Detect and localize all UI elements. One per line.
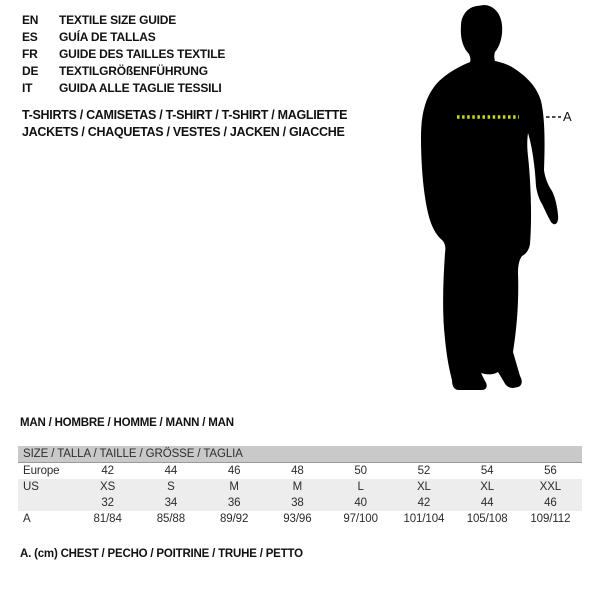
size-cell: XXL bbox=[519, 479, 582, 495]
size-cell: M bbox=[203, 479, 266, 495]
size-cell: 89/92 bbox=[219, 513, 249, 525]
language-label: TEXTILE SIZE GUIDE bbox=[59, 13, 177, 27]
size-cell: 46 bbox=[519, 495, 582, 511]
size-cell: XS bbox=[76, 479, 139, 495]
size-cell: 36 bbox=[203, 495, 266, 511]
category-line-tshirts: T-SHIRTS / CAMISETAS / T-SHIRT / T-SHIRT / MAGLIETTE bbox=[22, 108, 348, 122]
man-silhouette bbox=[421, 5, 558, 390]
language-row bbox=[22, 63, 225, 80]
row-label: US bbox=[18, 479, 76, 495]
size-cell: XL bbox=[392, 479, 455, 495]
language-row bbox=[22, 29, 225, 46]
size-cell: L bbox=[329, 479, 392, 495]
size-cell: 46 bbox=[227, 465, 241, 477]
size-cell: 32 bbox=[76, 495, 139, 511]
size-cell: 101/104 bbox=[403, 513, 445, 525]
table-header-row bbox=[18, 446, 582, 463]
size-table bbox=[18, 446, 582, 527]
size-cell: 50 bbox=[354, 465, 367, 477]
table-row-europe bbox=[18, 463, 582, 480]
language-code: EN bbox=[22, 13, 39, 27]
figure-area bbox=[415, 4, 585, 396]
size-cell: 38 bbox=[266, 495, 329, 511]
size-cell: 93/96 bbox=[283, 513, 312, 525]
language-row bbox=[22, 12, 225, 29]
language-row bbox=[22, 80, 225, 97]
size-cell: XL bbox=[456, 479, 519, 495]
size-cell: 40 bbox=[329, 495, 392, 511]
size-cell: S bbox=[139, 479, 202, 495]
size-cell: 54 bbox=[480, 465, 494, 477]
table-row-chest-a bbox=[18, 511, 582, 527]
language-label: GUÍA DE TALLAS bbox=[59, 30, 156, 44]
size-cell: 56 bbox=[544, 465, 557, 477]
size-cell: M bbox=[266, 479, 329, 495]
language-label: GUIDE DES TAILLES TEXTILE bbox=[59, 47, 226, 61]
size-cell: 42 bbox=[392, 495, 455, 511]
row-label bbox=[18, 495, 76, 511]
size-cell: 44 bbox=[456, 495, 519, 511]
size-cell: 109/112 bbox=[530, 513, 571, 525]
measurement-footnote: A. (cm) CHEST / PECHO / POITRINE / TRUHE / PETTO bbox=[20, 548, 303, 560]
size-cell: 52 bbox=[417, 465, 431, 477]
size-cell: 85/88 bbox=[156, 513, 186, 525]
size-cell: 34 bbox=[139, 495, 202, 511]
size-cell: 97/100 bbox=[343, 513, 378, 525]
man-silhouette-figure bbox=[415, 4, 585, 396]
size-cell: 81/84 bbox=[93, 513, 122, 525]
measure-label-a: A bbox=[563, 109, 572, 124]
language-label: GUIDA ALLE TAGLIE TESSILI bbox=[59, 81, 222, 95]
language-code: ES bbox=[22, 30, 38, 44]
language-code: FR bbox=[22, 47, 38, 61]
language-code: IT bbox=[22, 81, 33, 95]
table-row-unlabeled bbox=[18, 495, 582, 511]
category-line-jackets: JACKETS / CHAQUETAS / VESTES / JACKEN / GIACCHE bbox=[22, 125, 345, 139]
size-cell: 48 bbox=[291, 465, 304, 477]
language-code: DE bbox=[22, 64, 39, 78]
language-list bbox=[22, 12, 225, 97]
language-label: TEXTILGRÖßENFÜHRUNG bbox=[59, 64, 208, 78]
table-row-us bbox=[18, 479, 582, 495]
category-lines bbox=[22, 107, 347, 141]
row-label: Europe bbox=[23, 465, 60, 477]
size-cell: 42 bbox=[101, 465, 114, 477]
section-title-man: MAN / HOMBRE / HOMME / MANN / MAN bbox=[20, 417, 234, 429]
size-cell: 44 bbox=[164, 465, 178, 477]
language-row bbox=[22, 46, 225, 63]
row-label: A bbox=[23, 513, 31, 525]
size-cell: 105/108 bbox=[466, 513, 508, 525]
table-header: SIZE / TALLA / TAILLE / GRÖSSE / TAGLIA bbox=[18, 446, 582, 463]
